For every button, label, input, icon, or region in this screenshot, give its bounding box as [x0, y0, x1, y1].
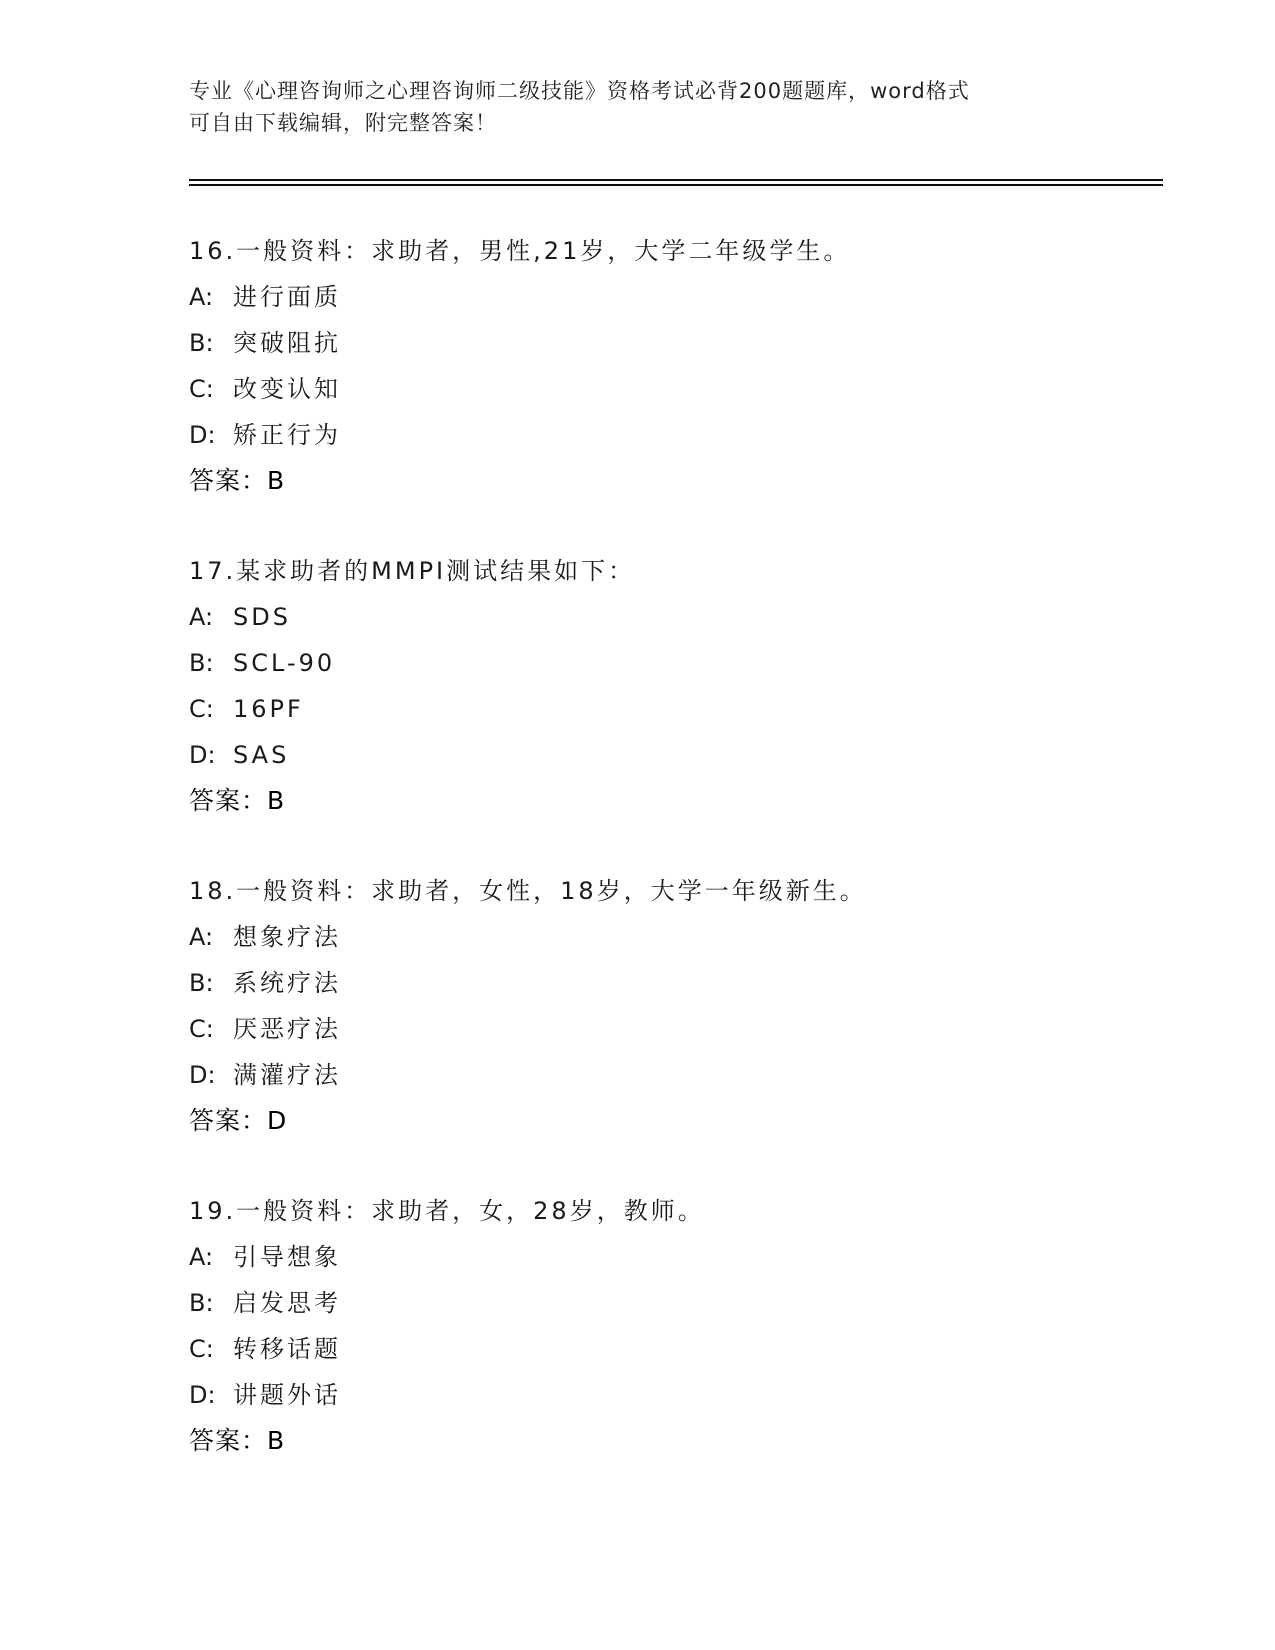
- option-text: SDS: [233, 603, 291, 631]
- option-text: 启发思考: [233, 1289, 341, 1317]
- question-stem: 19.一般资料：求助者，女，28岁，教师。: [189, 1197, 705, 1225]
- header-divider-bottom: [189, 184, 1163, 186]
- option-text: 引导想象: [233, 1243, 341, 1271]
- option-a: [189, 594, 1149, 640]
- question-stem: 16.一般资料：求助者，男性,21岁，大学二年级学生。: [189, 237, 851, 265]
- option-text: 16PF: [233, 695, 304, 723]
- option-a: [189, 274, 1149, 320]
- option-key: C:: [189, 1015, 214, 1043]
- question-16: [189, 228, 1149, 504]
- option-key: B:: [189, 1289, 214, 1317]
- header-divider-top: [189, 179, 1163, 181]
- answer: 答案：D: [189, 1106, 288, 1135]
- question-stem: 17.某求助者的MMPI测试结果如下：: [189, 557, 636, 585]
- header-line-1: 专业《心理咨询师之心理咨询师二级技能》资格考试必背200题题库，word格式: [189, 79, 970, 103]
- option-text: 想象疗法: [233, 923, 341, 951]
- document-header: [189, 75, 1089, 139]
- option-text: 讲题外话: [233, 1381, 341, 1409]
- option-c: [189, 686, 1149, 732]
- option-c: [189, 1326, 1149, 1372]
- option-key: A:: [189, 923, 214, 951]
- option-a: [189, 914, 1149, 960]
- option-key: A:: [189, 1243, 214, 1271]
- option-text: SCL-90: [233, 649, 336, 677]
- option-text: 转移话题: [233, 1335, 341, 1363]
- option-key: D:: [189, 1381, 216, 1409]
- option-key: B:: [189, 969, 214, 997]
- option-d: [189, 1052, 1149, 1098]
- option-key: D:: [189, 1061, 216, 1089]
- option-text: 突破阻抗: [233, 329, 341, 357]
- option-b: [189, 320, 1149, 366]
- question-17: [189, 548, 1149, 824]
- option-b: [189, 640, 1149, 686]
- option-c: [189, 1006, 1149, 1052]
- option-key: C:: [189, 1335, 214, 1363]
- option-b: [189, 1280, 1149, 1326]
- option-key: A:: [189, 283, 214, 311]
- option-text: SAS: [233, 741, 290, 769]
- option-text: 系统疗法: [233, 969, 341, 997]
- option-key: D:: [189, 421, 216, 449]
- question-18: [189, 868, 1149, 1144]
- option-text: 矫正行为: [233, 421, 341, 449]
- option-key: C:: [189, 695, 214, 723]
- question-stem: 18.一般资料：求助者，女性，18岁，大学一年级新生。: [189, 877, 867, 905]
- option-key: B:: [189, 649, 214, 677]
- answer: 答案：B: [189, 466, 286, 495]
- option-b: [189, 960, 1149, 1006]
- option-key: D:: [189, 741, 216, 769]
- option-key: B:: [189, 329, 214, 357]
- option-d: [189, 732, 1149, 778]
- header-line-2: 可自由下载编辑，附完整答案！: [189, 111, 497, 135]
- option-key: C:: [189, 375, 214, 403]
- option-text: 改变认知: [233, 375, 341, 403]
- option-text: 厌恶疗法: [233, 1015, 341, 1043]
- answer: 答案：B: [189, 1426, 286, 1455]
- option-text: 进行面质: [233, 283, 341, 311]
- answer: 答案：B: [189, 786, 286, 815]
- option-c: [189, 366, 1149, 412]
- option-text: 满灌疗法: [233, 1061, 341, 1089]
- option-key: A:: [189, 603, 214, 631]
- option-d: [189, 412, 1149, 458]
- option-d: [189, 1372, 1149, 1418]
- option-a: [189, 1234, 1149, 1280]
- question-19: [189, 1188, 1149, 1464]
